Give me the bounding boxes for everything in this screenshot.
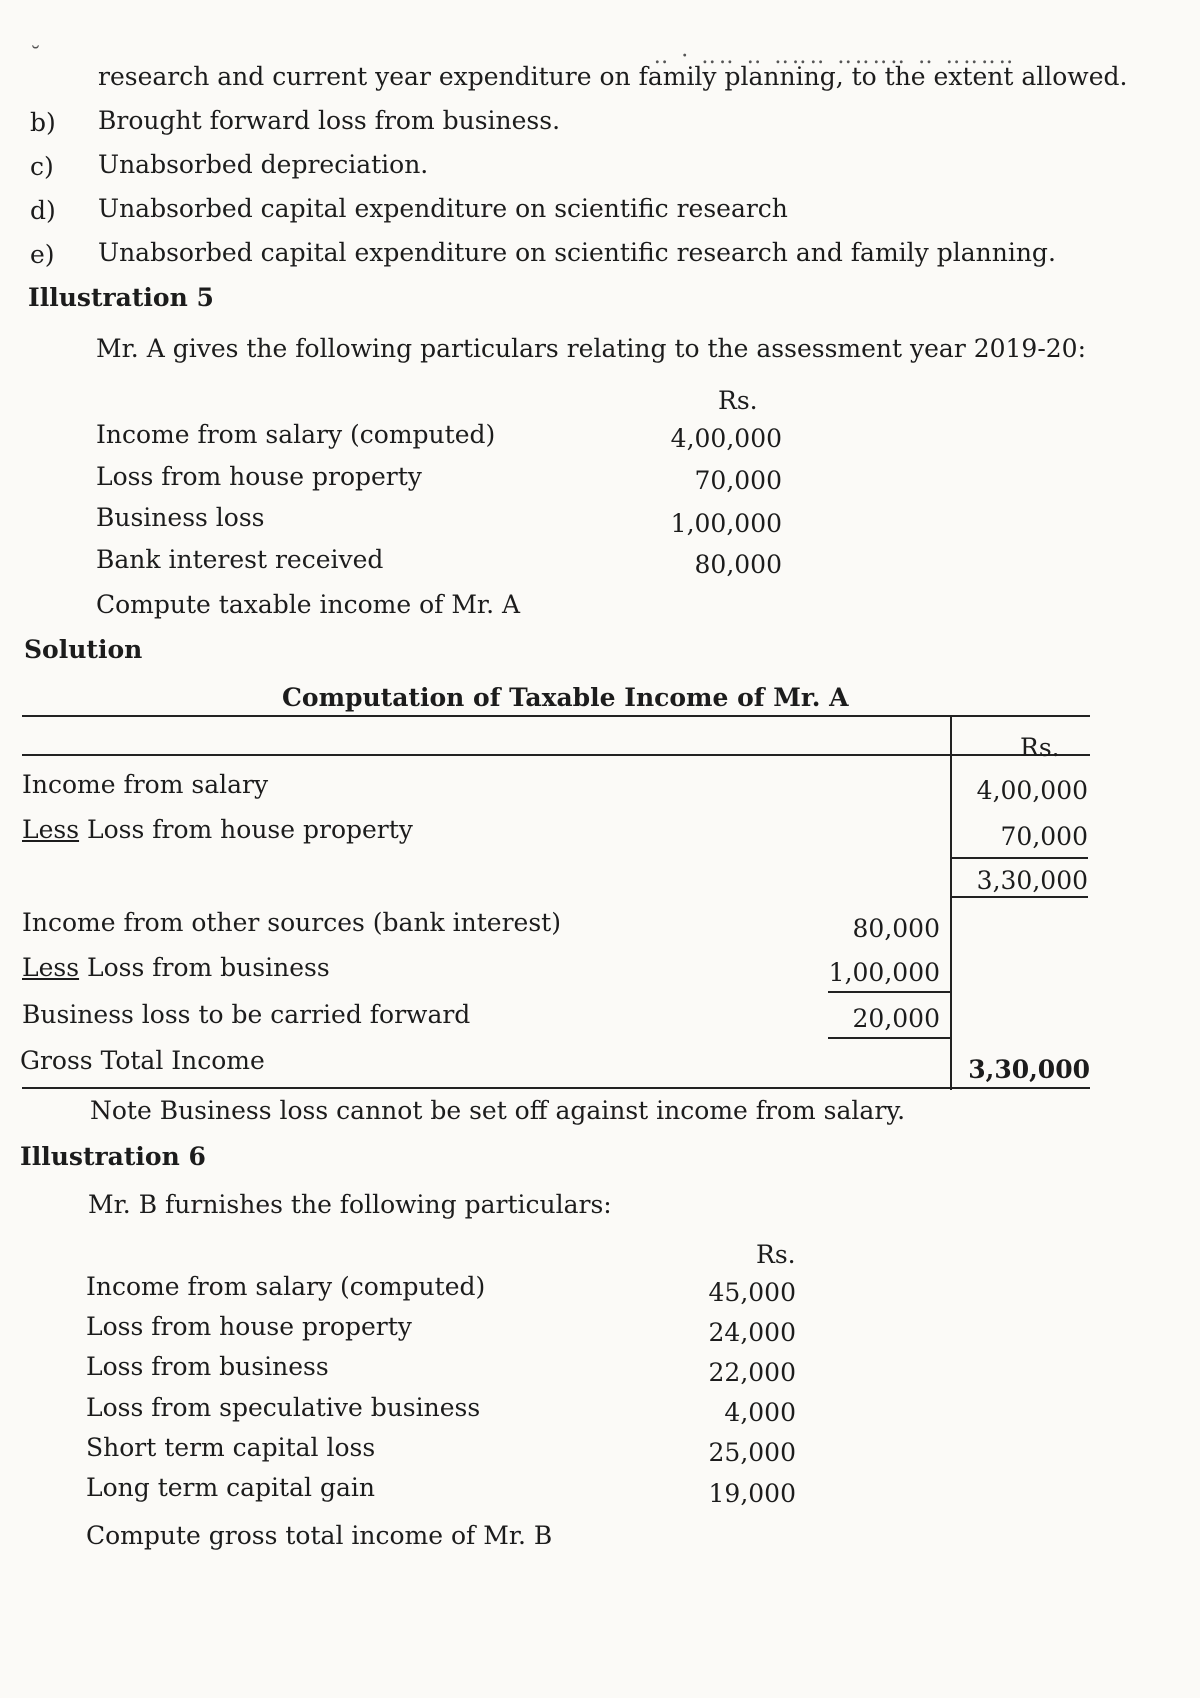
cut-off-line-marks: ˘ ‥ · ‥‥ ‥ ‥‥‥ ‥‥‥‥ ‥ ‥‥‥‥: [30, 44, 1017, 69]
list-letter-b: b): [30, 108, 56, 137]
salary-value: 4,00,000: [976, 776, 1088, 805]
list-item-b: Brought forward loss from business.: [98, 106, 561, 135]
carry-forward-value: 20,000: [852, 1004, 940, 1033]
illustration-6-item-label: Loss from house property: [86, 1312, 412, 1341]
illustration-6-currency: Rs.: [756, 1240, 796, 1269]
illustration-6-item-label: Long term capital gain: [86, 1473, 375, 1502]
carry-forward-rule: [828, 1037, 950, 1039]
solution-note: Note Business loss cannot be set off against income from salary.: [90, 1096, 906, 1125]
illustration-6-item-label: Loss from business: [86, 1352, 329, 1381]
other-sources-label: Income from other sources (bank interest): [22, 908, 561, 937]
computation-table-title: Computation of Taxable Income of Mr. A: [282, 683, 849, 712]
illustration-5-item-value: 4,00,000: [670, 424, 782, 453]
illustration-5-item-value: 70,000: [694, 466, 782, 495]
business-loss-value: 1,00,000: [828, 958, 940, 987]
illustration-5-question: Compute taxable income of Mr. A: [96, 590, 521, 619]
carry-forward-label: Business loss to be carried forward: [22, 1000, 471, 1029]
table-bottom-rule: [22, 1087, 1090, 1089]
house-property-loss-label: [22, 815, 413, 844]
illustration-6-heading: Illustration 6: [20, 1142, 206, 1171]
less-word: Less: [22, 953, 80, 982]
table-header-rule: [22, 754, 1090, 756]
house-property-loss-text: Loss from house property: [87, 815, 413, 844]
list-item-c: Unabsorbed depreciation.: [98, 150, 429, 179]
business-loss-text: Loss from business: [87, 953, 330, 982]
illustration-6-item-value: 4,000: [724, 1398, 796, 1427]
gross-total-income-label: Gross Total Income: [20, 1046, 265, 1075]
illustration-6-question: Compute gross total income of Mr. B: [86, 1521, 553, 1550]
illustration-5-item-value: 1,00,000: [670, 509, 782, 538]
business-loss-label: [22, 953, 330, 982]
illustration-6-item-value: 19,000: [708, 1479, 796, 1508]
illustration-5-heading: Illustration 5: [28, 283, 214, 312]
salary-label: Income from salary: [22, 770, 269, 799]
table-column-divider: [950, 715, 952, 1090]
illustration-5-item-label: Loss from house property: [96, 462, 422, 491]
list-item-e: Unabsorbed capital expenditure on scientific research and family planning.: [98, 238, 1056, 267]
illustration-5-item-label: Income from salary (computed): [96, 420, 496, 449]
list-letter-d: d): [30, 196, 56, 225]
illustration-6-item-value: 45,000: [708, 1278, 796, 1307]
illustration-6-item-label: Income from salary (computed): [86, 1272, 486, 1301]
list-item-a-continuation: research and current year expenditure on family planning, to the extent allowed.: [98, 62, 1128, 91]
list-item-d: Unabsorbed capital expenditure on scientific research: [98, 194, 788, 223]
illustration-5-intro: Mr. A gives the following particulars relating to the assessment year 2019-20:: [96, 334, 1087, 363]
illustration-5-item-value: 80,000: [694, 550, 782, 579]
solution-heading: Solution: [24, 635, 143, 664]
illustration-6-item-label: Short term capital loss: [86, 1433, 376, 1462]
subtotal-rule: [952, 857, 1088, 859]
salary-subtotal: 3,30,000: [976, 866, 1088, 895]
illustration-6-item-value: 22,000: [708, 1358, 796, 1387]
subtotal-under-rule: [952, 896, 1088, 898]
illustration-6-item-value: 25,000: [708, 1438, 796, 1467]
other-sources-value: 80,000: [852, 914, 940, 943]
illustration-6-intro: Mr. B furnishes the following particulars:: [88, 1190, 612, 1219]
list-letter-c: c): [30, 152, 54, 181]
illustration-6-item-label: Loss from speculative business: [86, 1393, 481, 1422]
table-currency-header: Rs.: [1020, 733, 1060, 762]
table-top-rule: [22, 715, 1090, 717]
list-letter-e: e): [30, 240, 55, 269]
illustration-5-currency: Rs.: [718, 386, 758, 415]
illustration-5-item-label: Business loss: [96, 503, 265, 532]
business-loss-rule: [828, 991, 950, 993]
less-word: Less: [22, 815, 80, 844]
house-property-loss-value: 70,000: [1000, 822, 1088, 851]
illustration-6-item-value: 24,000: [708, 1318, 796, 1347]
illustration-5-item-label: Bank interest received: [96, 545, 384, 574]
gross-total-income-value: 3,30,000: [968, 1055, 1090, 1084]
